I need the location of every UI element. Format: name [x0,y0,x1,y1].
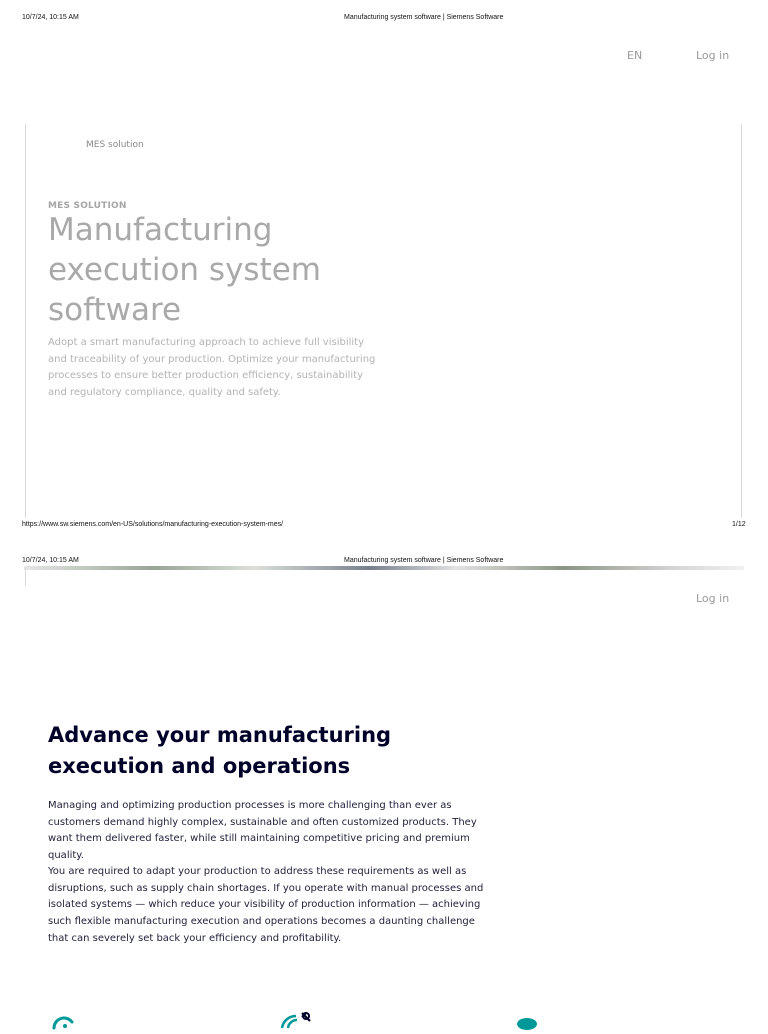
print-datetime: 10/7/24, 10:15 AM [22,557,79,564]
section-paragraph: Managing and optimizing production processes is more challenging than ever as customers demand highly complex, sustainable and often customized products. They want them delivered faster, while still maintaining competitive pricing and premium quality. [48,800,477,862]
hero-frame-left [25,568,26,586]
print-doc-title: Manufacturing system software | Siemens Software [344,14,504,21]
section-title: Advance your manufacturing execution and operations [48,723,392,778]
page-title: Manufacturing execution system software [48,212,321,328]
hero-frame-left [25,124,26,518]
hero-frame-right [741,124,742,518]
language-selector[interactable]: EN [627,49,643,62]
section-paragraph: You are required to adapt your production to address these requirements as well as disruptions, such as supply chain shortages. If you operate with manual processes and isolated systems — which reduce your visibility of production information — achieving such flexible manufacturing execution and operations becomes a daunting challenge that can severely set back your efficiency and profitability. [48,866,484,944]
print-datetime: 10/7/24, 10:15 AM [22,14,79,21]
hero-eyebrow: MES SOLUTION [48,201,127,211]
target-icon [280,1010,310,1030]
gauge-icon [50,1010,80,1030]
hero-image-strip [24,566,744,570]
globe-icon [514,1010,544,1030]
login-link[interactable]: Log in [696,49,730,62]
hero-description: Adopt a smart manufacturing approach to achieve full visibility and traceability of your production. Optimize your manufacturing processes to ensure better production efficiency, sustainability and regulatory compliance, quality and safety. [48,337,376,399]
login-link[interactable]: Log in [696,592,730,605]
print-url: https://www.sw.siemens.com/en-US/solutions/manufacturing-execution-system-mes/ [22,521,284,528]
print-doc-title: Manufacturing system software | Siemens Software [344,557,504,564]
breadcrumb[interactable]: MES solution [86,140,144,150]
print-page-number: 1/12 [732,521,746,528]
